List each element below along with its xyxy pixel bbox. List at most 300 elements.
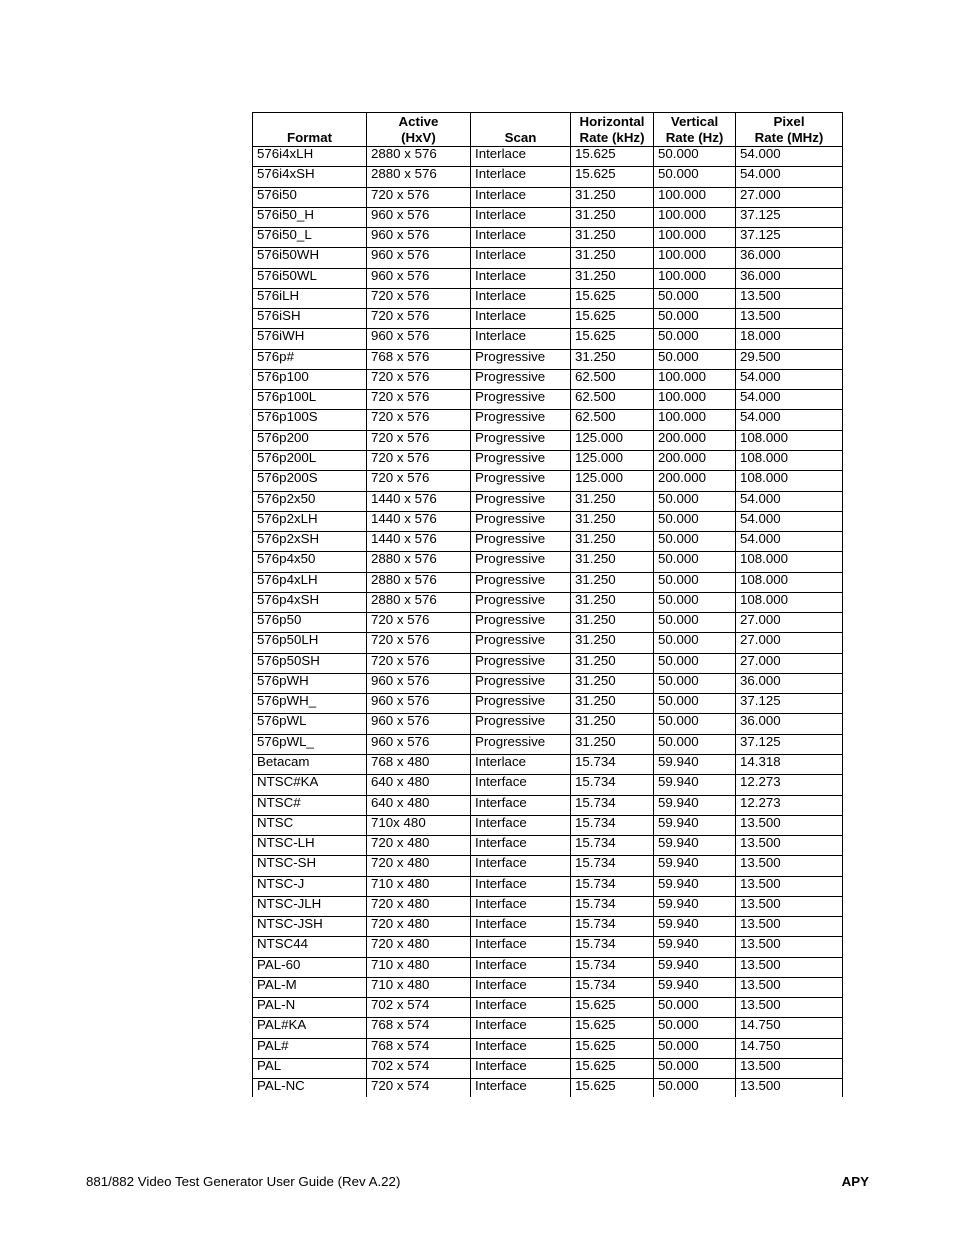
vertical-rate-cell: 50.000 <box>654 491 736 511</box>
footer-guide-title: 881/882 Video Test Generator User Guide (Rev A.22) <box>86 1174 401 1189</box>
scan-cell: Progressive <box>471 430 571 450</box>
vertical-rate-cell: 50.000 <box>654 552 736 572</box>
active-cell: 1440 x 576 <box>367 532 471 552</box>
pixel-rate-cell: 12.273 <box>736 795 843 815</box>
format-cell: 576p200S <box>253 471 367 491</box>
active-cell: 2880 x 576 <box>367 147 471 167</box>
vertical-rate-cell: 50.000 <box>654 329 736 349</box>
format-cell: 576i50WL <box>253 268 367 288</box>
horizontal-rate-cell: 15.734 <box>571 754 654 774</box>
active-cell: 720 x 480 <box>367 856 471 876</box>
table-row <box>253 957 843 977</box>
scan-cell: Interface <box>471 1038 571 1058</box>
scan-cell: Interface <box>471 937 571 957</box>
table-row <box>253 977 843 997</box>
format-cell: PAL#KA <box>253 1018 367 1038</box>
active-cell: 720 x 576 <box>367 653 471 673</box>
vertical-rate-cell: 50.000 <box>654 998 736 1018</box>
active-cell: 720 x 576 <box>367 450 471 470</box>
vertical-rate-cell: 50.000 <box>654 734 736 754</box>
active-cell: 720 x 480 <box>367 836 471 856</box>
active-cell: 768 x 576 <box>367 349 471 369</box>
scan-cell: Progressive <box>471 471 571 491</box>
table-row <box>253 410 843 430</box>
horizontal-rate-cell: 15.734 <box>571 917 654 937</box>
format-cell: 576p4x50 <box>253 552 367 572</box>
header-format: Format <box>253 113 367 147</box>
pixel-rate-cell: 14.750 <box>736 1018 843 1038</box>
scan-cell: Progressive <box>471 673 571 693</box>
vertical-rate-cell: 50.000 <box>654 1079 736 1098</box>
horizontal-rate-cell: 15.734 <box>571 856 654 876</box>
horizontal-rate-cell: 15.734 <box>571 896 654 916</box>
pixel-rate-cell: 54.000 <box>736 532 843 552</box>
vertical-rate-cell: 59.940 <box>654 957 736 977</box>
scan-cell: Interface <box>471 876 571 896</box>
format-cell: 576p50LH <box>253 633 367 653</box>
table-row <box>253 653 843 673</box>
scan-cell: Progressive <box>471 369 571 389</box>
table-row <box>253 1018 843 1038</box>
pixel-rate-cell: 27.000 <box>736 187 843 207</box>
horizontal-rate-cell: 31.250 <box>571 532 654 552</box>
horizontal-rate-cell: 31.250 <box>571 349 654 369</box>
pixel-rate-cell: 54.000 <box>736 390 843 410</box>
format-cell: 576i50_L <box>253 228 367 248</box>
table-row <box>253 836 843 856</box>
active-cell: 960 x 576 <box>367 207 471 227</box>
format-cell: 576pWH <box>253 673 367 693</box>
vertical-rate-cell: 100.000 <box>654 228 736 248</box>
scan-cell: Interface <box>471 998 571 1018</box>
horizontal-rate-cell: 15.625 <box>571 1038 654 1058</box>
horizontal-rate-cell: 15.625 <box>571 1018 654 1038</box>
table-header-row <box>253 113 843 147</box>
table-row <box>253 754 843 774</box>
pixel-rate-cell: 13.500 <box>736 815 843 835</box>
format-cell: 576p100L <box>253 390 367 410</box>
format-cell: PAL-60 <box>253 957 367 977</box>
table-row <box>253 998 843 1018</box>
vertical-rate-cell: 200.000 <box>654 450 736 470</box>
scan-cell: Interlace <box>471 228 571 248</box>
horizontal-rate-cell: 15.625 <box>571 309 654 329</box>
scan-cell: Progressive <box>471 694 571 714</box>
horizontal-rate-cell: 62.500 <box>571 410 654 430</box>
scan-cell: Interlace <box>471 288 571 308</box>
active-cell: 960 x 576 <box>367 694 471 714</box>
pixel-rate-cell: 108.000 <box>736 592 843 612</box>
pixel-rate-cell: 54.000 <box>736 491 843 511</box>
vertical-rate-cell: 59.940 <box>654 836 736 856</box>
horizontal-rate-cell: 15.625 <box>571 329 654 349</box>
vertical-rate-cell: 50.000 <box>654 633 736 653</box>
scan-cell: Progressive <box>471 450 571 470</box>
horizontal-rate-cell: 31.250 <box>571 268 654 288</box>
vertical-rate-cell: 50.000 <box>654 1018 736 1038</box>
scan-cell: Interface <box>471 856 571 876</box>
format-cell: NTSC-LH <box>253 836 367 856</box>
table-row <box>253 329 843 349</box>
format-cell: 576p# <box>253 349 367 369</box>
pixel-rate-cell: 13.500 <box>736 998 843 1018</box>
format-cell: Betacam <box>253 754 367 774</box>
active-cell: 640 x 480 <box>367 795 471 815</box>
table-row <box>253 288 843 308</box>
table-row <box>253 673 843 693</box>
pixel-rate-cell: 13.500 <box>736 876 843 896</box>
table-row <box>253 430 843 450</box>
table-row <box>253 471 843 491</box>
vertical-rate-cell: 50.000 <box>654 349 736 369</box>
table-row <box>253 633 843 653</box>
active-cell: 960 x 576 <box>367 673 471 693</box>
vertical-rate-cell: 50.000 <box>654 1038 736 1058</box>
scan-cell: Progressive <box>471 491 571 511</box>
horizontal-rate-cell: 31.250 <box>571 187 654 207</box>
vertical-rate-cell: 50.000 <box>654 694 736 714</box>
vertical-rate-cell: 59.940 <box>654 937 736 957</box>
header-scan: Scan <box>471 113 571 147</box>
pixel-rate-cell: 108.000 <box>736 430 843 450</box>
format-cell: 576p100 <box>253 369 367 389</box>
pixel-rate-cell: 54.000 <box>736 369 843 389</box>
table-row <box>253 248 843 268</box>
horizontal-rate-cell: 15.625 <box>571 147 654 167</box>
table-row <box>253 734 843 754</box>
active-cell: 720 x 574 <box>367 1079 471 1098</box>
table-row <box>253 268 843 288</box>
table-row <box>253 511 843 531</box>
active-cell: 720 x 576 <box>367 288 471 308</box>
pixel-rate-cell: 108.000 <box>736 572 843 592</box>
horizontal-rate-cell: 125.000 <box>571 471 654 491</box>
pixel-rate-cell: 37.125 <box>736 734 843 754</box>
active-cell: 710 x 480 <box>367 957 471 977</box>
horizontal-rate-cell: 31.250 <box>571 207 654 227</box>
table-row <box>253 532 843 552</box>
vertical-rate-cell: 100.000 <box>654 390 736 410</box>
format-cell: 576p2xLH <box>253 511 367 531</box>
scan-cell: Interlace <box>471 207 571 227</box>
horizontal-rate-cell: 31.250 <box>571 673 654 693</box>
horizontal-rate-cell: 31.250 <box>571 491 654 511</box>
table-row <box>253 694 843 714</box>
active-cell: 960 x 576 <box>367 714 471 734</box>
horizontal-rate-cell: 15.625 <box>571 167 654 187</box>
format-cell: NTSC-JSH <box>253 917 367 937</box>
format-table <box>252 112 843 1097</box>
horizontal-rate-cell: 31.250 <box>571 572 654 592</box>
vertical-rate-cell: 50.000 <box>654 511 736 531</box>
scan-cell: Progressive <box>471 511 571 531</box>
horizontal-rate-cell: 31.250 <box>571 228 654 248</box>
pixel-rate-cell: 108.000 <box>736 552 843 572</box>
scan-cell: Interface <box>471 795 571 815</box>
active-cell: 720 x 480 <box>367 896 471 916</box>
scan-cell: Progressive <box>471 532 571 552</box>
vertical-rate-cell: 50.000 <box>654 309 736 329</box>
table-row <box>253 349 843 369</box>
horizontal-rate-cell: 31.250 <box>571 552 654 572</box>
scan-cell: Interlace <box>471 187 571 207</box>
vertical-rate-cell: 50.000 <box>654 147 736 167</box>
format-cell: NTSC <box>253 815 367 835</box>
pixel-rate-cell: 36.000 <box>736 673 843 693</box>
horizontal-rate-cell: 62.500 <box>571 390 654 410</box>
active-cell: 710x 480 <box>367 815 471 835</box>
active-cell: 720 x 480 <box>367 937 471 957</box>
scan-cell: Interface <box>471 896 571 916</box>
table-row <box>253 167 843 187</box>
active-cell: 960 x 576 <box>367 228 471 248</box>
active-cell: 768 x 574 <box>367 1038 471 1058</box>
horizontal-rate-cell: 31.250 <box>571 613 654 633</box>
horizontal-rate-cell: 15.625 <box>571 288 654 308</box>
scan-cell: Interface <box>471 917 571 937</box>
pixel-rate-cell: 13.500 <box>736 288 843 308</box>
format-cell: 576p4xLH <box>253 572 367 592</box>
vertical-rate-cell: 50.000 <box>654 1058 736 1078</box>
vertical-rate-cell: 59.940 <box>654 775 736 795</box>
horizontal-rate-cell: 15.734 <box>571 937 654 957</box>
table-row <box>253 572 843 592</box>
pixel-rate-cell: 13.500 <box>736 896 843 916</box>
vertical-rate-cell: 50.000 <box>654 167 736 187</box>
table-row <box>253 795 843 815</box>
format-cell: 576p100S <box>253 410 367 430</box>
format-cell: 576i50WH <box>253 248 367 268</box>
horizontal-rate-cell: 31.250 <box>571 511 654 531</box>
format-cell: 576iLH <box>253 288 367 308</box>
pixel-rate-cell: 27.000 <box>736 653 843 673</box>
pixel-rate-cell: 37.125 <box>736 207 843 227</box>
vertical-rate-cell: 59.940 <box>654 754 736 774</box>
format-cell: 576i50_H <box>253 207 367 227</box>
format-cell: 576p2x50 <box>253 491 367 511</box>
pixel-rate-cell: 14.750 <box>736 1038 843 1058</box>
table-row <box>253 228 843 248</box>
scan-cell: Interface <box>471 1058 571 1078</box>
format-cell: NTSC44 <box>253 937 367 957</box>
format-cell: PAL <box>253 1058 367 1078</box>
format-cell: NTSC#KA <box>253 775 367 795</box>
active-cell: 960 x 576 <box>367 329 471 349</box>
pixel-rate-cell: 37.125 <box>736 694 843 714</box>
active-cell: 702 x 574 <box>367 998 471 1018</box>
active-cell: 2880 x 576 <box>367 552 471 572</box>
table-row <box>253 815 843 835</box>
pixel-rate-cell: 14.318 <box>736 754 843 774</box>
active-cell: 720 x 480 <box>367 917 471 937</box>
table-row <box>253 309 843 329</box>
format-cell: NTSC# <box>253 795 367 815</box>
horizontal-rate-cell: 15.734 <box>571 977 654 997</box>
scan-cell: Progressive <box>471 572 571 592</box>
horizontal-rate-cell: 125.000 <box>571 430 654 450</box>
pixel-rate-cell: 18.000 <box>736 329 843 349</box>
horizontal-rate-cell: 31.250 <box>571 592 654 612</box>
pixel-rate-cell: 54.000 <box>736 511 843 531</box>
vertical-rate-cell: 200.000 <box>654 430 736 450</box>
scan-cell: Progressive <box>471 349 571 369</box>
scan-cell: Interlace <box>471 329 571 349</box>
format-cell: 576pWH_ <box>253 694 367 714</box>
pixel-rate-cell: 13.500 <box>736 856 843 876</box>
format-cell: 576i50 <box>253 187 367 207</box>
active-cell: 1440 x 576 <box>367 511 471 531</box>
vertical-rate-cell: 50.000 <box>654 288 736 308</box>
table-row <box>253 187 843 207</box>
vertical-rate-cell: 200.000 <box>654 471 736 491</box>
table-row <box>253 1058 843 1078</box>
scan-cell: Interface <box>471 775 571 795</box>
scan-cell: Interlace <box>471 167 571 187</box>
horizontal-rate-cell: 31.250 <box>571 653 654 673</box>
vertical-rate-cell: 59.940 <box>654 896 736 916</box>
horizontal-rate-cell: 15.625 <box>571 1079 654 1098</box>
active-cell: 720 x 576 <box>367 390 471 410</box>
vertical-rate-cell: 50.000 <box>654 592 736 612</box>
scan-cell: Interface <box>471 815 571 835</box>
table-row <box>253 856 843 876</box>
horizontal-rate-cell: 15.734 <box>571 795 654 815</box>
pixel-rate-cell: 13.500 <box>736 1058 843 1078</box>
scan-cell: Interface <box>471 957 571 977</box>
scan-cell: Interface <box>471 1079 571 1098</box>
pixel-rate-cell: 13.500 <box>736 937 843 957</box>
format-cell: NTSC-JLH <box>253 896 367 916</box>
vertical-rate-cell: 50.000 <box>654 613 736 633</box>
format-cell: NTSC-J <box>253 876 367 896</box>
format-cell: 576pWL_ <box>253 734 367 754</box>
table-row <box>253 450 843 470</box>
active-cell: 720 x 576 <box>367 369 471 389</box>
pixel-rate-cell: 13.500 <box>736 917 843 937</box>
pixel-rate-cell: 37.125 <box>736 228 843 248</box>
active-cell: 2880 x 576 <box>367 572 471 592</box>
active-cell: 768 x 574 <box>367 1018 471 1038</box>
scan-cell: Interface <box>471 977 571 997</box>
vertical-rate-cell: 50.000 <box>654 673 736 693</box>
table-row <box>253 613 843 633</box>
vertical-rate-cell: 59.940 <box>654 856 736 876</box>
horizontal-rate-cell: 15.734 <box>571 815 654 835</box>
active-cell: 960 x 576 <box>367 268 471 288</box>
vertical-rate-cell: 59.940 <box>654 815 736 835</box>
vertical-rate-cell: 59.940 <box>654 977 736 997</box>
pixel-rate-cell: 54.000 <box>736 410 843 430</box>
footer-brand: APY <box>841 1174 869 1189</box>
horizontal-rate-cell: 31.250 <box>571 694 654 714</box>
format-cell: 576p200 <box>253 430 367 450</box>
format-cell: 576pWL <box>253 714 367 734</box>
pixel-rate-cell: 108.000 <box>736 471 843 491</box>
format-cell: 576i4xSH <box>253 167 367 187</box>
format-cell: 576iWH <box>253 329 367 349</box>
vertical-rate-cell: 59.940 <box>654 876 736 896</box>
format-cell: 576p200L <box>253 450 367 470</box>
pixel-rate-cell: 54.000 <box>736 167 843 187</box>
table-row <box>253 552 843 572</box>
horizontal-rate-cell: 15.625 <box>571 998 654 1018</box>
vertical-rate-cell: 50.000 <box>654 572 736 592</box>
header-vertical-rate: Vertical Rate (Hz) <box>654 113 736 147</box>
header-horizontal-rate: Horizontal Rate (kHz) <box>571 113 654 147</box>
pixel-rate-cell: 12.273 <box>736 775 843 795</box>
active-cell: 720 x 576 <box>367 471 471 491</box>
vertical-rate-cell: 50.000 <box>654 714 736 734</box>
table-row <box>253 369 843 389</box>
pixel-rate-cell: 13.500 <box>736 957 843 977</box>
scan-cell: Interlace <box>471 147 571 167</box>
format-cell: 576p50 <box>253 613 367 633</box>
format-cell: 576i4xLH <box>253 147 367 167</box>
table-row <box>253 714 843 734</box>
horizontal-rate-cell: 125.000 <box>571 450 654 470</box>
format-cell: 576p4xSH <box>253 592 367 612</box>
vertical-rate-cell: 100.000 <box>654 248 736 268</box>
vertical-rate-cell: 50.000 <box>654 653 736 673</box>
format-cell: NTSC-SH <box>253 856 367 876</box>
vertical-rate-cell: 100.000 <box>654 410 736 430</box>
scan-cell: Interlace <box>471 248 571 268</box>
active-cell: 2880 x 576 <box>367 592 471 612</box>
table-row <box>253 1079 843 1098</box>
active-cell: 720 x 576 <box>367 633 471 653</box>
table-row <box>253 917 843 937</box>
pixel-rate-cell: 36.000 <box>736 248 843 268</box>
scan-cell: Progressive <box>471 390 571 410</box>
vertical-rate-cell: 59.940 <box>654 917 736 937</box>
header-pixel-rate: Pixel Rate (MHz) <box>736 113 843 147</box>
vertical-rate-cell: 100.000 <box>654 369 736 389</box>
vertical-rate-cell: 50.000 <box>654 532 736 552</box>
scan-cell: Progressive <box>471 592 571 612</box>
scan-cell: Interlace <box>471 309 571 329</box>
active-cell: 960 x 576 <box>367 248 471 268</box>
pixel-rate-cell: 108.000 <box>736 450 843 470</box>
active-cell: 960 x 576 <box>367 734 471 754</box>
horizontal-rate-cell: 31.250 <box>571 633 654 653</box>
active-cell: 720 x 576 <box>367 410 471 430</box>
horizontal-rate-cell: 15.734 <box>571 775 654 795</box>
table-row <box>253 896 843 916</box>
active-cell: 720 x 576 <box>367 187 471 207</box>
format-cell: 576iSH <box>253 309 367 329</box>
table-row <box>253 937 843 957</box>
active-cell: 702 x 574 <box>367 1058 471 1078</box>
scan-cell: Interface <box>471 836 571 856</box>
scan-cell: Progressive <box>471 734 571 754</box>
table-row <box>253 775 843 795</box>
active-cell: 2880 x 576 <box>367 167 471 187</box>
active-cell: 720 x 576 <box>367 309 471 329</box>
format-cell: PAL-NC <box>253 1079 367 1098</box>
scan-cell: Progressive <box>471 410 571 430</box>
scan-cell: Interlace <box>471 268 571 288</box>
scan-cell: Interlace <box>471 754 571 774</box>
vertical-rate-cell: 59.940 <box>654 795 736 815</box>
format-cell: PAL-N <box>253 998 367 1018</box>
table-body <box>253 147 843 1098</box>
horizontal-rate-cell: 15.734 <box>571 836 654 856</box>
pixel-rate-cell: 13.500 <box>736 309 843 329</box>
horizontal-rate-cell: 31.250 <box>571 714 654 734</box>
format-cell: 576p2xSH <box>253 532 367 552</box>
pixel-rate-cell: 54.000 <box>736 147 843 167</box>
format-cell: PAL-M <box>253 977 367 997</box>
